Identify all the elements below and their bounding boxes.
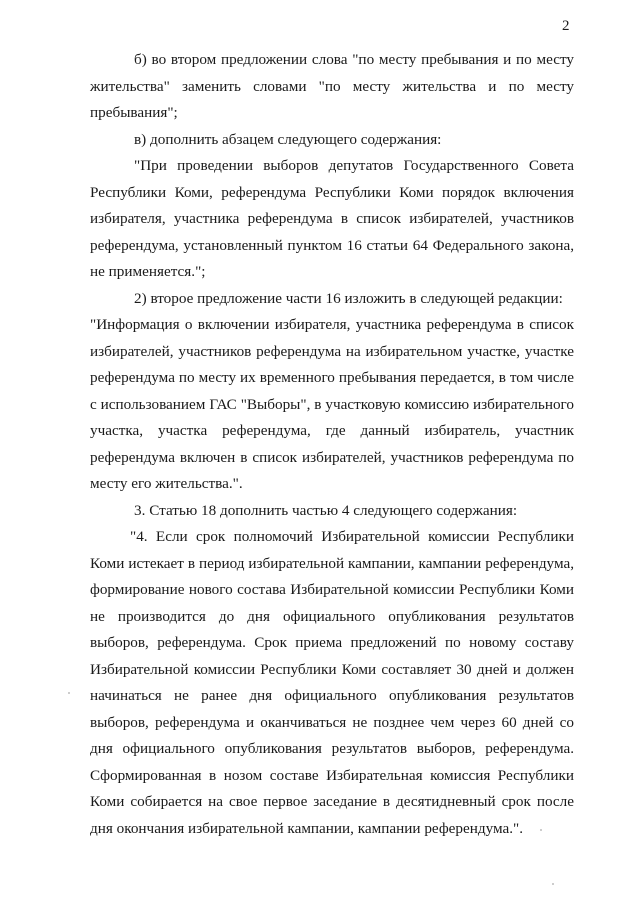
paragraph-b: б) во втором предложении слова "по месту пребывания и по месту жительства" заменить словами "по месту жительства и по месту пребывания";: [90, 51, 574, 121]
document-body: [90, 47, 574, 842]
paragraph-quote-3: "4. Если срок полномочий Избирательной комиссии Республики Коми истекает в период избирательной кампании, кампании референдума, формирование нового состава Избирательной комиссии Республики Коми не производится до дня официального опубликования результатов выборов, референдума. Срок приема предложений по новому составу Избирательной комиссии Республики Коми составляет 30 дней и должен начинаться не ранее дня официального опубликования результатов выборов, референдума и оканчиваться не позднее чем через 60 дней со дня официального опубликования результатов выборов, референдума. Сформированная в нозом составе Избирательная комиссия Республики Коми собирается на свое первое заседание в десятидневный срок после дня окончания избирательной кампании, кампании референдума.".: [90, 528, 574, 837]
paragraph-v: в) дополнить абзацем следующего содержания:: [134, 130, 442, 148]
page-number: 2: [562, 18, 570, 34]
scan-speck: [540, 829, 542, 831]
scan-speck: [68, 692, 70, 694]
paragraph-2: 2) второе предложение части 16 изложить в следующей редакции:: [134, 289, 563, 307]
scan-speck: [552, 883, 554, 885]
paragraph-quote-1: "При проведении выборов депутатов Государственного Совета Республики Коми, референдума Республики Коми порядок включения избирателя, участника референдума в список избирателей, участников референдума, установленный пунктом 16 статьи 64 Федерального закона, не применяется.";: [90, 157, 574, 280]
paragraph-quote-2: "Информация о включении избирателя, участника референдума в список избирателей, участников референдума на избирательном участке, участке референдума по месту их временного пребывания передается, в том числе с использованием ГАС "Выборы", в участковую комиссию избирательного участка, участка референдума, где данный избиратель, участник референдума включен в список избирателей, участников референдума по месту его жительства.".: [90, 316, 574, 492]
paragraph-3: 3. Статью 18 дополнить частью 4 следующего содержания:: [134, 501, 518, 519]
